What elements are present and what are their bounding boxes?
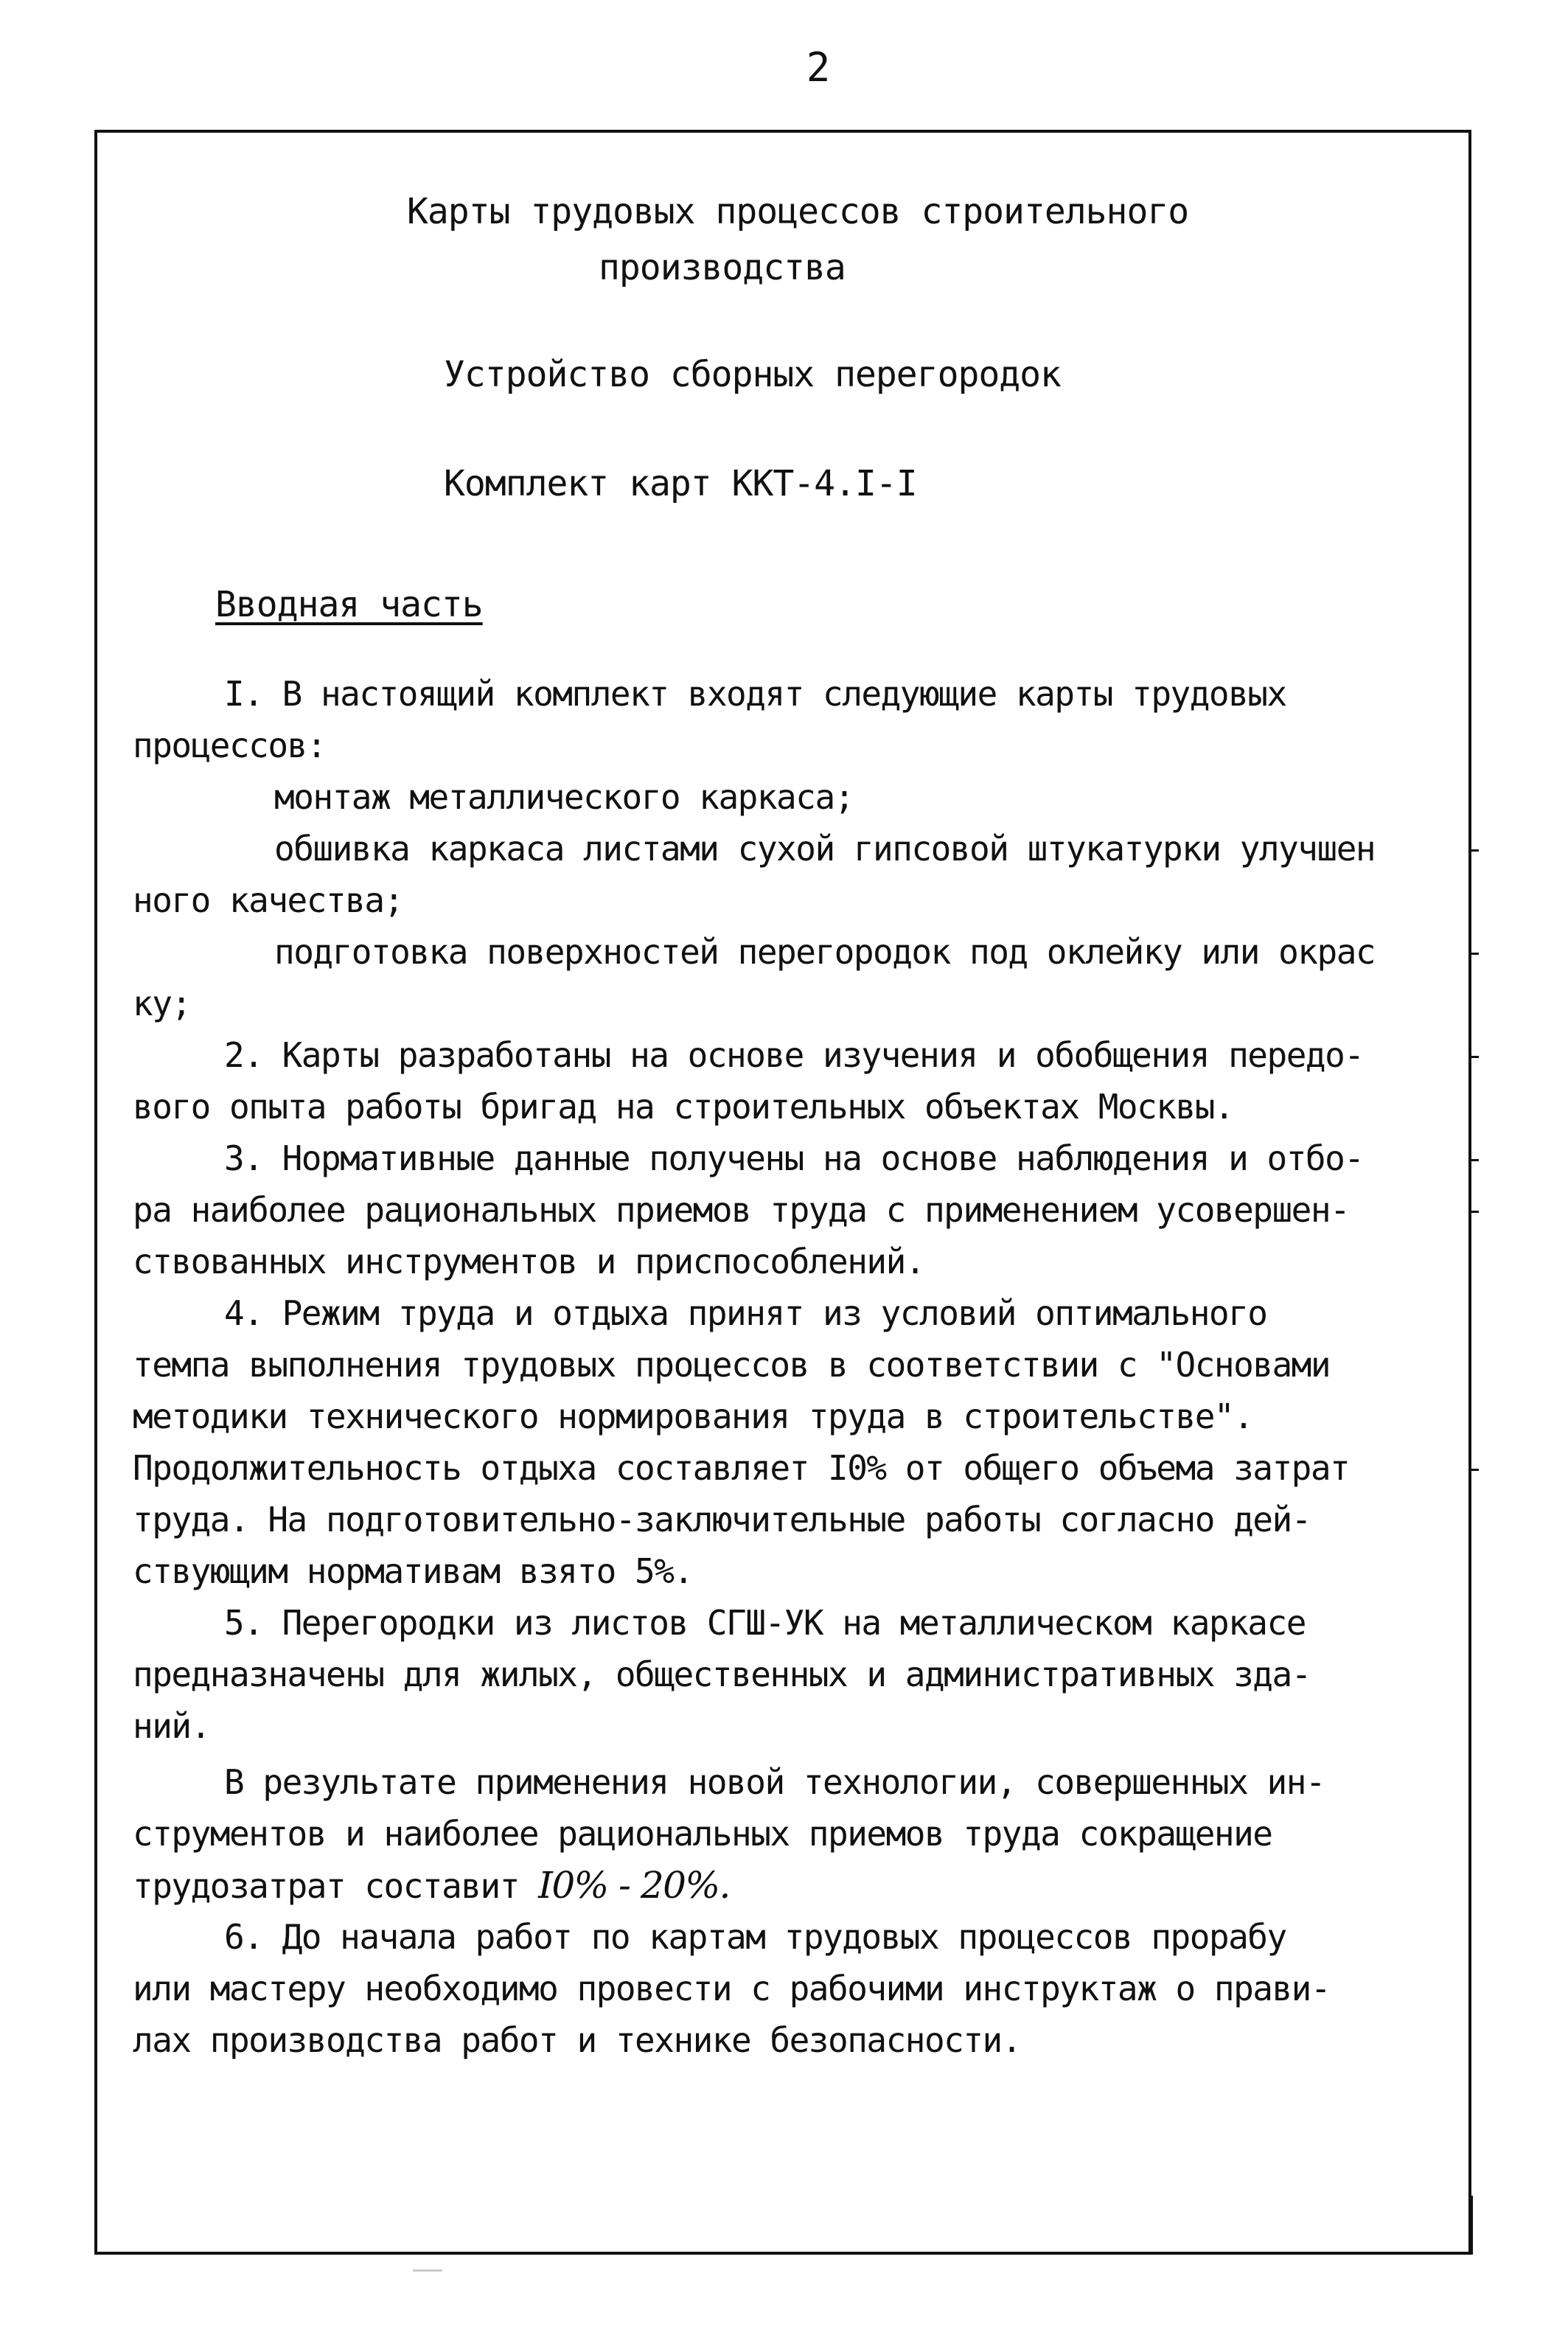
margin-tick-mark	[1471, 1159, 1479, 1161]
paragraph-3-line: ствованных инструментов и приспособлений.	[133, 1242, 924, 1281]
paragraph-5-line: ний.	[133, 1706, 210, 1746]
paragraph-3-line: 3. Нормативные данные получены на основе наблюдения и отбо-	[224, 1138, 1364, 1178]
margin-tick-mark	[1471, 953, 1479, 955]
body-text	[133, 668, 1460, 2066]
paragraph-4-line: 4. Режим труда и отдыха принят из условий оптимального	[224, 1293, 1267, 1333]
paragraph-5b-line: В результате применения новой технологии, совершенных ин-	[224, 1762, 1325, 1802]
reduction-text: трудозатрат составит	[133, 1866, 539, 1906]
paragraph-1-line: процессов:	[133, 726, 326, 765]
paragraph-1-line: I. В настоящий комплект входят следующие карты трудовых	[224, 674, 1286, 714]
scan-smudge	[413, 2269, 442, 2272]
paragraph-3-line: ра наиболее рациональных приемов труда с применением усовершен-	[133, 1190, 1350, 1230]
margin-tick-mark	[1471, 1469, 1479, 1471]
paragraph-5-line: 5. Перегородки из листов СГШ-УК на металлическом каркасе	[224, 1603, 1306, 1643]
paragraph-4-line: ствующим нормативам взято 5%.	[133, 1551, 693, 1591]
frame-corner-mark	[1460, 2196, 1473, 2255]
margin-tick-mark	[1471, 849, 1479, 852]
paragraph-2-line: вого опыта работы бригад на строительных объектах Москвы.	[133, 1087, 1234, 1127]
section-heading: Вводная часть	[215, 584, 483, 625]
handwritten-percent-range: I0% - 20%.	[538, 1864, 730, 1907]
list-item-2-continuation: ного качества;	[133, 880, 403, 920]
paragraph-6-line: 6. До начала работ по картам трудовых процессов прорабу	[224, 1917, 1286, 1957]
margin-tick-mark	[1471, 1211, 1479, 1213]
document-frame	[94, 130, 1471, 2255]
title-line-2: производства	[599, 247, 846, 288]
list-item-3: подготовка поверхностей перегородок под оклейку или окрас	[274, 932, 1376, 972]
list-item-1: монтаж металлического каркаса;	[274, 777, 854, 817]
list-item-3-continuation: ку;	[133, 984, 191, 1023]
paragraph-6-line: или мастеру необходимо провести с рабочими инструктаж о прави-	[133, 1969, 1331, 2008]
paragraph-5b-line: струментов и наиболее рациональных приемов труда сокращение	[133, 1814, 1272, 1854]
list-item-2: обшивка каркаса листами сухой гипсовой штукатурки улучшен	[274, 829, 1376, 869]
margin-tick-mark	[1471, 1056, 1479, 1058]
paragraph-4-line: труда. На подготовительно-заключительные работы согласно дей-	[133, 1500, 1311, 1539]
paragraph-2-line: 2. Карты разработаны на основе изучения и обобщения передо-	[224, 1035, 1364, 1075]
paragraph-5b-line	[133, 1859, 1460, 1911]
document-subtitle: Устройство сборных перегородок	[444, 354, 1061, 395]
title-line-1: Карты трудовых процессов строительного	[407, 191, 1189, 232]
paragraph-4-line: методики технического нормирования труда в строительстве".	[133, 1396, 1253, 1436]
paragraph-4-line: Продолжительность отдыха составляет I0% от общего объема затрат	[133, 1448, 1350, 1488]
page-number: 2	[806, 44, 831, 91]
paragraph-6-line: лах производства работ и технике безопасности.	[133, 2020, 1021, 2060]
kit-designation: Комплект карт ККТ-4.I-I	[444, 463, 917, 504]
paragraph-4-line: темпа выполнения трудовых процессов в соответствии с "Основами	[133, 1345, 1331, 1385]
paragraph-5-line: предназначены для жилых, общественных и административных зда-	[133, 1655, 1311, 1694]
